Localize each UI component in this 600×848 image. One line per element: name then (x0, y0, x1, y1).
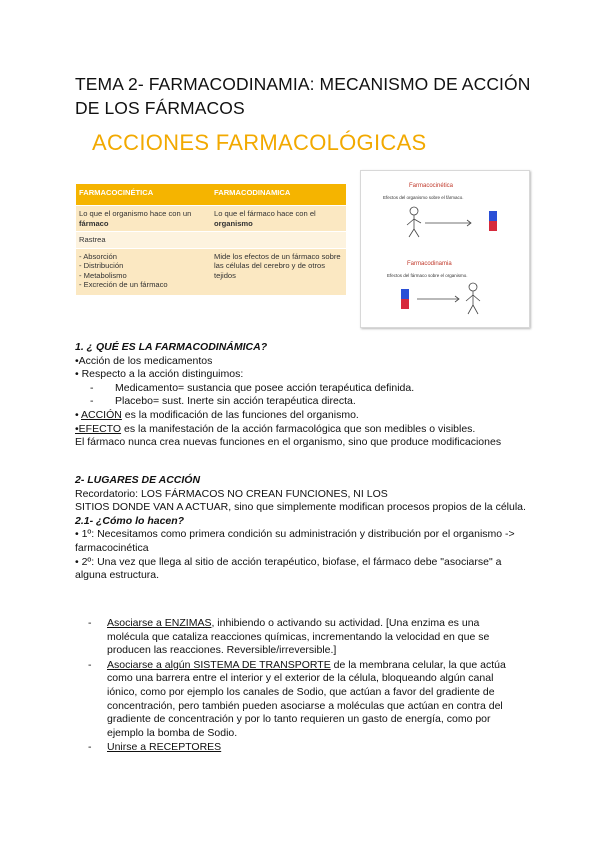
header-farmacodinamica: FARMACODINAMICA (211, 184, 346, 206)
cell-adme: - Absorción - Distribución - Metabolismo - Excreción de un fármaco (76, 248, 211, 295)
section-2-heading: 2- LUGARES DE ACCIÓN (75, 474, 201, 486)
list-item-receptores: - Unirse a RECEPTORES (88, 741, 222, 754)
s2-bullet-2: • 2º: Una vez que llega al sitio de acción terapéutico, biofase, el fármaco debe "asociarse" a alguna estructura. (75, 555, 502, 582)
s1-line-4: - Placebo= sust. Inerte sin acción terapéutica directa. (90, 395, 356, 408)
figure-label-cinetica: Farmacocinética (409, 183, 454, 189)
section-2-list (75, 617, 520, 755)
s1-line-2: • Respecto a la acción distinguimos: (75, 368, 244, 381)
header-farmacocinetica: FARMACOCINÉTICA (76, 184, 211, 206)
cell-cinetica-def: Lo que el organismo hace con un fármaco (76, 206, 211, 232)
s1-line-3: - Medicamento= sustancia que posee acción terapéutica definida. (90, 381, 415, 394)
section-1-heading: 1. ¿ QUÉ ES LA FARMACODINÁMICA? (75, 341, 268, 353)
figure-sub-dinamia: Efectos del fármaco sobre el organismo. (387, 273, 468, 278)
list-item-enzimas: - Asociarse a ENZIMAS, inhibiendo o activando su actividad. [Una enzima es una molécula que cataliza reacciones químicas, incrementando la velocidad en que se producen las reacciones. Reversible/irreversible.] (88, 617, 490, 657)
s2-para-1: Recordatorio: LOS FÁRMACOS NO CREAN FUNCIONES, NI LOS (75, 487, 388, 500)
s1-line-1: •Acción de los medicamentos (75, 354, 213, 367)
s2-bullet-1: • 1º: Necesitamos como primera condición su administración y distribución por el organismo -> farmacocinética (75, 528, 515, 554)
section-1 (75, 341, 535, 450)
page-title: TEMA 2- FARMACODINAMIA: MECANISMO DE ACCIÓN DE LOS FÁRMACOS (75, 74, 531, 118)
s1-line-5: • ACCIÓN es la modificación de las funciones del organismo. (75, 408, 359, 421)
comparison-table (76, 184, 346, 295)
s2-para-2: SITIOS DONDE VAN A ACTUAR, sino que simplemente modifican procesos propios de la célula. (75, 501, 526, 514)
figure-label-dinamia: Farmacodinamia (407, 261, 452, 267)
figure-sub-cinetica: Efectos del organismo sobre el fármaco. (383, 195, 464, 200)
figure-drawing (361, 171, 529, 327)
acciones-title: ACCIONES FARMACOLÓGICAS (92, 130, 427, 155)
s1-line-7: El fármaco nunca crea nuevas funciones en el organismo, sino que produce modificaciones (75, 436, 502, 449)
s2-subheading: 2.1- ¿Cómo lo hacen? (75, 514, 185, 527)
s1-line-6: •EFECTO es la manifestación de la acción farmacológica que son medibles o visibles. (75, 422, 476, 435)
cell-dinamica-def: Lo que el fármaco hace con el organismo (211, 206, 346, 232)
section-2 (75, 474, 530, 583)
cell-empty (211, 232, 346, 249)
cell-mide: Mide los efectos de un fármaco sobre las células del cerebro y de otros tejidos (211, 248, 346, 295)
list-item-transporte: - Asociarse a algún SISTEMA DE TRANSPORTE de la membrana celular, la que actúa como una barrera entre el interior y el exterior de la célula, bloqueando algún canal iónico, como por ejemplo los canales de Sodio, que actúan a favor del gradiente de concentración, pero también pueden asociarse a moléculas que actúan en contra del gradiente de concentración y por lo tanto requieren un gasto de energía, como por ejemplo la bomba de Sodio. (88, 658, 506, 739)
cell-rastrea: Rastrea (76, 232, 211, 249)
pk-pd-figure (360, 170, 530, 328)
